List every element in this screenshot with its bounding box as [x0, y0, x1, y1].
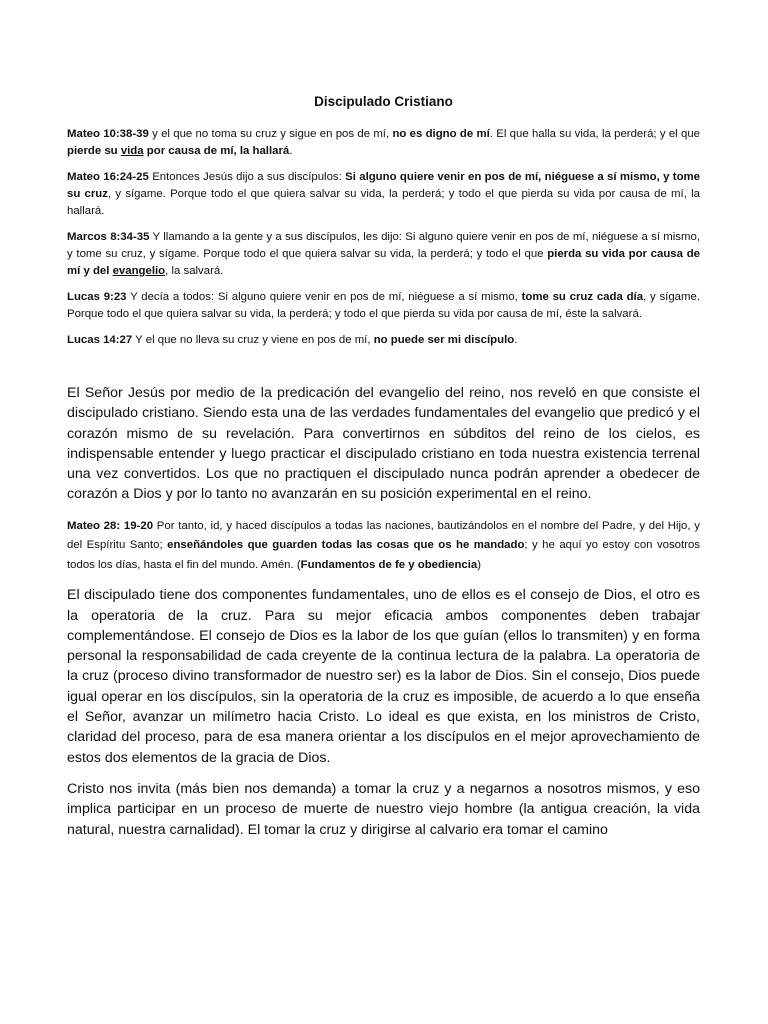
verse-text: Entonces Jesús dijo a sus discípulos: [148, 171, 346, 183]
verse-emphasis: pierde su [67, 145, 121, 157]
verse-underline: vida [120, 145, 144, 157]
verse-underline: evangelio [112, 265, 166, 277]
verse-emphasis: tome su cruz cada día [521, 291, 644, 303]
verse-text: , y sígame. Porque todo el que quiera salvar su vida, la perderá; y todo el que pierda su vida por causa de mí, la hallará. [67, 188, 700, 217]
verse-emphasis: Si alguno quiere venir en pos de mí, niéguese a sí mismo, y tome su cruz [67, 171, 701, 200]
verse-emphasis: no puede ser mi discípulo [373, 334, 515, 346]
body-paragraph-3: Cristo nos invita (más bien nos demanda) a tomar la cruz y a negarnos a nosotros mismos, y eso implica participar en un proceso de muerte de nuestro viejo hombre (la antigua creación, la vida natural, nuestra carnalidad). El tomar la cruz y dirigirse al calvario era tomar el camino [67, 780, 700, 838]
verse-text: , la salvará. [165, 265, 224, 277]
verse-text: . [514, 334, 518, 346]
verse-reference: Mateo 16:24-25 [67, 171, 149, 183]
verse-text: ; y he aquí yo estoy con vosotros todos los días, hasta el fin del mundo. Amén. ( [67, 539, 700, 571]
verse-text: Y el que no lleva su cruz y viene en pos de mí, [132, 334, 374, 346]
verse-emphasis: por causa de mí, la hallará [143, 145, 290, 157]
verse-text: ) [477, 558, 482, 571]
verse-text: Y llamando a la gente y a sus discípulos, les dijo: Si alguno quiere venir en pos de mí, niéguese a sí mismo, y tome su cruz, y sígame. Porque todo el que quiera salvar su vida, la perderá; y todo el que [67, 231, 700, 260]
verse-lucas-9 [67, 289, 700, 323]
body-paragraph-2: El discipulado tiene dos componentes fundamentales, uno de ellos es el consejo de Dios, el otro es la operatoria de la cruz. Para su mejor eficacia ambos componentes deben trabajar complementándose. El consejo de Dios es la labor de los que guían (ellos lo transmiten) y en forma personal la responsabilidad de cada creyente de la continua lectura de la palabra. La operatoria de la cruz (proceso divino transformador de nuestro ser) es la labor de Dios. Sin el consejo, Dios puede igual operar en los discípulos, sin la operatoria de la cruz es imposible, de acuerdo a lo que enseña el Señor, avanzar un milímetro hacia Cristo. Lo ideal es que exista, en los ministros de Cristo, claridad del proceso, para de esa manera orientar a los discípulos en el mejor aprovechamiento de estos dos elementos de la gracia de Dios. [67, 587, 700, 766]
verse-emphasis: enseñándoles que guarden todas las cosas que os he mandado [167, 539, 525, 552]
page-title: Discipulado Cristiano [314, 94, 453, 109]
document-page [67, 0, 700, 840]
verse-reference: Mateo 10:38-39 [67, 128, 149, 140]
verse-reference: Mateo 28: 19-20 [67, 519, 154, 532]
verse-reference: Lucas 14:27 [67, 334, 133, 346]
verse-emphasis: no es digno de mí [392, 128, 490, 140]
verse-text: Por tanto, id, y haced discípulos a todas las naciones, bautizándolos en el nombre del Padre, y del Hijo, y del Espíritu Santo; [67, 519, 700, 552]
body-paragraph-1: El Señor Jesús por medio de la predicación del evangelio del reino, nos reveló en que consiste el discipulado cristiano. Siendo esta una de las verdades fundamentales del evangelio que predicó y el corazón mismo de su revelación. Para convertirnos en súbditos del reino de los cielos, es indispensable entender y luego practicar el discipulado cristiano en toda nuestra existencia terrenal una vez convertidos. Los que no practiquen el discipulado nunca podrán aprender a obedecer de corazón a Dios y por lo tanto no avanzarán en su posición experimental en el reino. [67, 385, 700, 503]
verse-reference: Marcos 8:34-35 [67, 231, 150, 243]
verse-text: . El que halla su vida, la perderá; y el que [489, 128, 701, 140]
verse-mateo-28 [67, 517, 700, 576]
verse-marcos-8 [67, 229, 700, 280]
verse-text: , y sígame. Porque todo el que quiera salvar su vida, la perderá; y todo el que pierda su vida por causa de mí, éste la salvará. [67, 291, 701, 320]
verse-emphasis: pierda su vida por causa de mí y del [67, 248, 700, 277]
verse-reference: Lucas 9:23 [67, 291, 127, 303]
verse-text: . [289, 145, 293, 157]
verse-emphasis: Fundamentos de fe y obediencia [300, 558, 478, 571]
verse-mateo-16 [67, 169, 700, 220]
verse-text: y el que no toma su cruz y sigue en pos de mí, [148, 128, 393, 140]
verse-mateo-10 [67, 126, 700, 160]
verse-text: Y decía a todos: Si alguno quiere venir en pos de mí, niéguese a sí mismo, [126, 291, 522, 303]
verse-lucas-14 [67, 332, 700, 349]
